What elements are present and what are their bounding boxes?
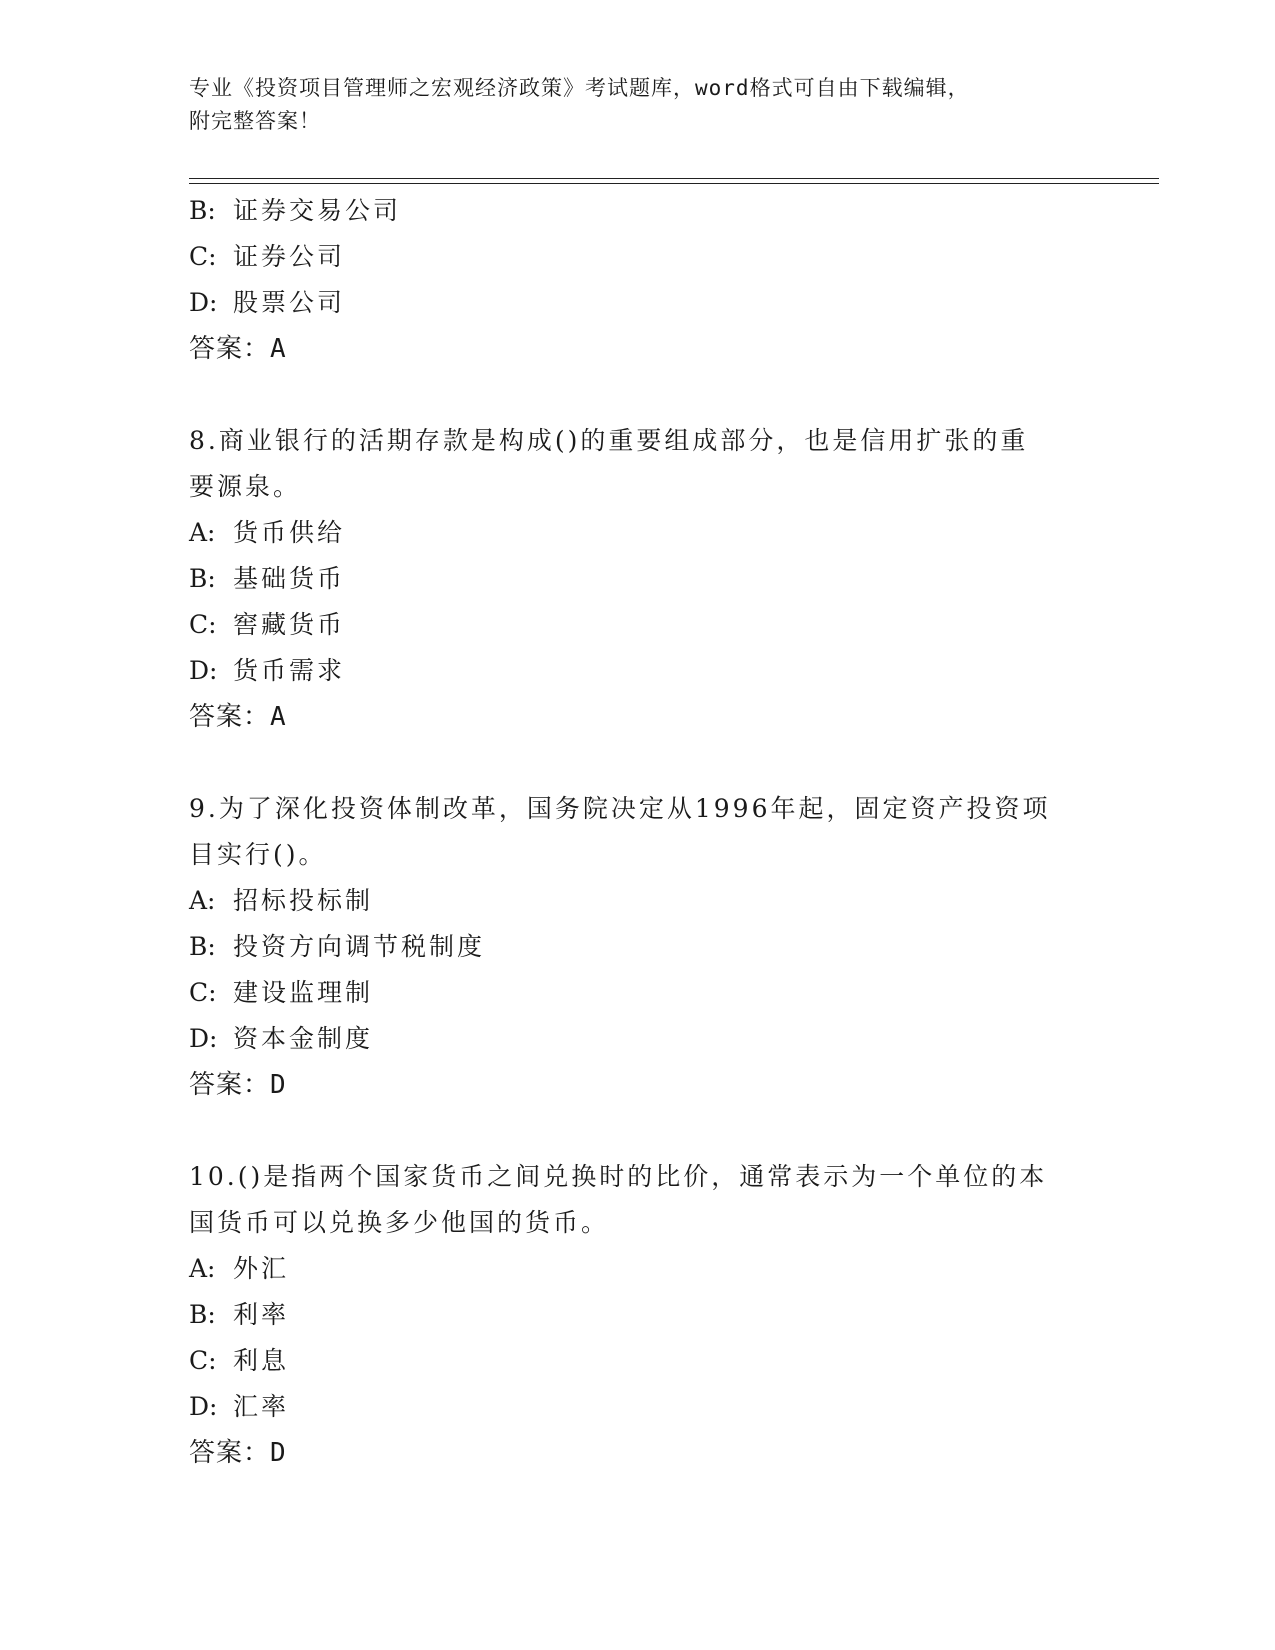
option-key: D:: [189, 1392, 218, 1421]
option-text: 股票公司: [233, 288, 346, 317]
answer-value: D: [270, 1070, 287, 1100]
document-header: [189, 72, 1089, 138]
option-b: [189, 924, 1089, 970]
option-d: [189, 1384, 1089, 1430]
answer-line: [189, 1062, 1089, 1108]
option-text: 窖藏货币: [233, 610, 346, 639]
header-divider-top: [189, 178, 1159, 179]
option-key: B:: [189, 932, 216, 961]
option-key: B:: [189, 196, 216, 225]
option-b: [189, 556, 1089, 602]
option-text: 证券交易公司: [233, 196, 402, 225]
option-text: 招标投标制: [233, 886, 374, 915]
option-text: 基础货币: [233, 564, 346, 593]
option-key: C:: [189, 242, 217, 271]
option-c: [189, 970, 1089, 1016]
option-key: A:: [189, 1254, 216, 1283]
option-text: 利息: [233, 1346, 290, 1375]
option-key: C:: [189, 610, 217, 639]
stem-line-1: 9.为了深化投资体制改革，国务院决定从1996年起，固定资产投资项: [189, 794, 1051, 823]
option-key: D:: [189, 288, 218, 317]
answer-value: D: [270, 1438, 287, 1468]
option-text: 利率: [233, 1300, 290, 1329]
answer-label: 答案：: [189, 1070, 271, 1100]
answer-label: 答案：: [189, 702, 271, 732]
option-d: [189, 280, 1089, 326]
question-9: [189, 786, 1089, 1108]
option-key: A:: [189, 886, 216, 915]
stem-line-2: 要源泉。: [189, 472, 302, 501]
answer-value: A: [270, 702, 287, 732]
question-10: [189, 1154, 1089, 1476]
stem-line-1: 8.商业银行的活期存款是构成()的重要组成部分，也是信用扩张的重: [189, 426, 1029, 455]
option-text: 证券公司: [233, 242, 346, 271]
option-text: 货币供给: [233, 518, 346, 547]
answer-line: [189, 694, 1089, 740]
option-b: [189, 188, 1089, 234]
option-text: 资本金制度: [233, 1024, 374, 1053]
option-c: [189, 234, 1089, 280]
question-7-continued: [189, 188, 1089, 372]
option-d: [189, 1016, 1089, 1062]
option-c: [189, 1338, 1089, 1384]
option-text: 外汇: [233, 1254, 290, 1283]
header-line-1: 专业《投资项目管理师之宏观经济政策》考试题库，word格式可自由下载编辑，: [189, 76, 970, 100]
option-text: 建设监理制: [233, 978, 374, 1007]
option-text: 货币需求: [233, 656, 346, 685]
option-b: [189, 1292, 1089, 1338]
spacer: [189, 372, 1089, 418]
spacer: [189, 740, 1089, 786]
option-key: B:: [189, 1300, 216, 1329]
option-a: [189, 1246, 1089, 1292]
option-a: [189, 878, 1089, 924]
option-d: [189, 648, 1089, 694]
option-key: C:: [189, 1346, 217, 1375]
question-stem: [189, 1154, 1089, 1246]
question-stem: [189, 418, 1089, 510]
question-list: [189, 188, 1089, 1476]
option-key: C:: [189, 978, 217, 1007]
option-a: [189, 510, 1089, 556]
header-divider-bottom: [189, 183, 1159, 184]
stem-line-2: 目实行()。: [189, 840, 327, 869]
spacer: [189, 1108, 1089, 1154]
answer-line: [189, 1430, 1089, 1476]
question-8: [189, 418, 1089, 740]
answer-value: A: [270, 334, 287, 364]
stem-line-1: 10.()是指两个国家货币之间兑换时的比价，通常表示为一个单位的本: [189, 1162, 1048, 1191]
option-key: B:: [189, 564, 216, 593]
answer-line: [189, 326, 1089, 372]
question-stem: [189, 786, 1089, 878]
header-line-2: 附完整答案！: [189, 109, 321, 133]
option-key: A:: [189, 518, 216, 547]
answer-label: 答案：: [189, 334, 271, 364]
option-text: 投资方向调节税制度: [233, 932, 486, 961]
option-key: D:: [189, 656, 218, 685]
option-text: 汇率: [233, 1392, 290, 1421]
answer-label: 答案：: [189, 1438, 271, 1468]
option-c: [189, 602, 1089, 648]
stem-line-2: 国货币可以兑换多少他国的货币。: [189, 1208, 610, 1237]
option-key: D:: [189, 1024, 218, 1053]
